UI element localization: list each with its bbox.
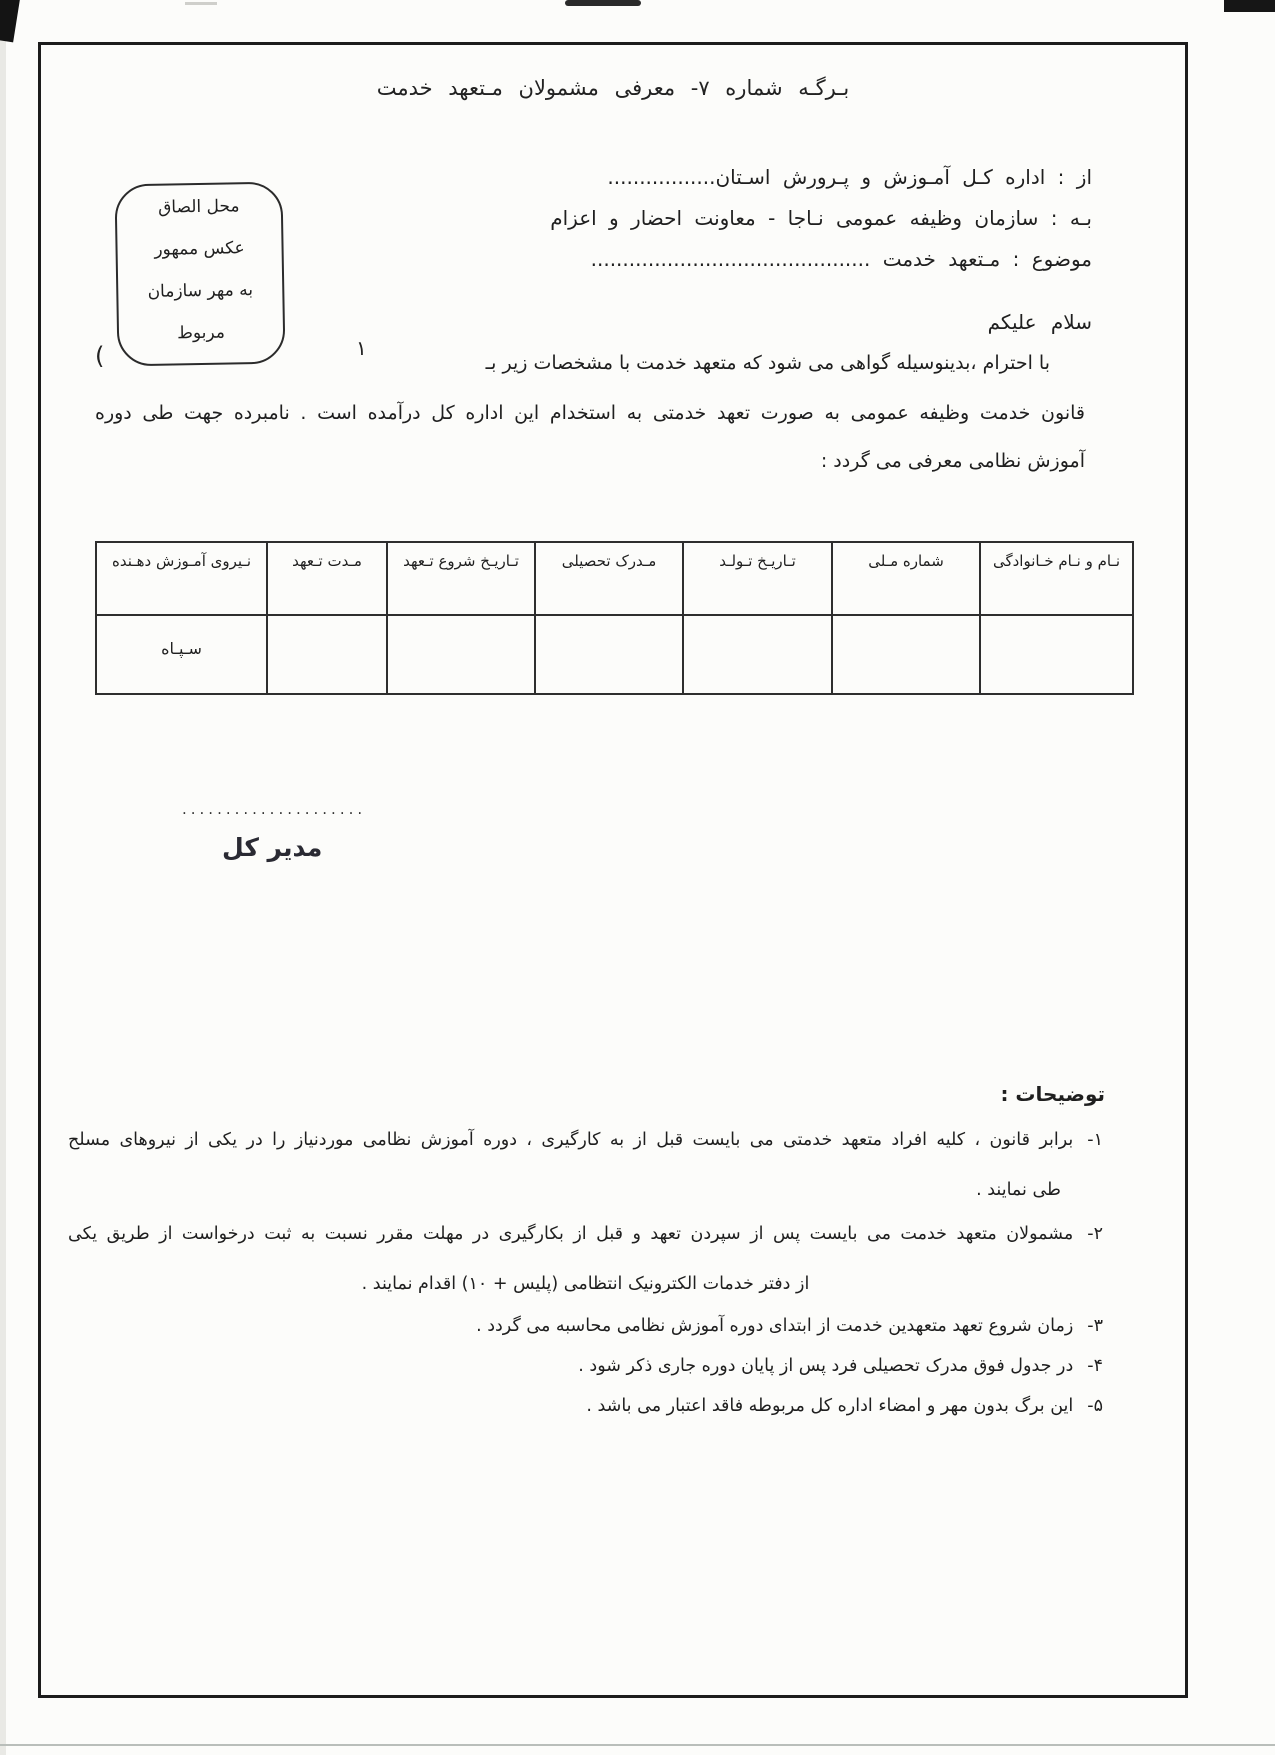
cell-commitment-duration — [267, 615, 387, 694]
body-line-1: با احترام ،بدینوسیله گواهی می شود که متعهد خدمت با مشخصات زیر بـ — [485, 352, 1050, 374]
signature-title: مدیر کل — [222, 833, 323, 862]
cell-birth-date — [683, 615, 832, 694]
stamp-box-line: عکس ممهور — [154, 238, 245, 260]
note-2-line-2: از دفتر خدمات الکترونیک انتظامی (پلیس + ۱۰) اقدام نمایند . — [361, 1274, 810, 1294]
obscured-paren-fragment: ( — [95, 342, 105, 370]
body-line-3: آموزش نظامی معرفی می گردد : — [820, 450, 1085, 472]
note-1-number: ۱- — [1087, 1130, 1103, 1150]
scan-bottom-line — [0, 1744, 1275, 1746]
scan-edge-shadow — [0, 0, 6, 1755]
header-commitment-start: تـاریـخ شروع تـعهد — [387, 542, 535, 615]
cell-training-force: سـپـاه — [96, 615, 267, 694]
scan-speck — [185, 2, 217, 5]
note-1-text: برابر قانون ، کلیه افراد متعهد خدمتی می بایست قبل از به کارگیری ، دوره آموزش نظامی موردنیاز را در یکی از نیروهای مسلح — [68, 1130, 1074, 1150]
scan-corner-mark-right — [1224, 0, 1275, 12]
note-3-text: زمان شروع تعهد متعهدین خدمت از ابتدای دوره آموزش نظامی محاسبه می گردد . — [476, 1316, 1074, 1336]
to-line: بـه : سازمان وظیفه عمومی نـاجا - معاونت احضار و اعزام — [550, 206, 1092, 230]
note-5-number: ۵- — [1087, 1396, 1103, 1416]
notes-heading: توضیحات : — [1000, 1082, 1105, 1106]
note-4-line-1 — [68, 1352, 1103, 1380]
body-line-2: قانون خدمت وظیفه عمومی به صورت تعهد خدمتی به استخدام این اداره کل درآمده است . نامبرده جهت طی دوره — [95, 402, 1085, 424]
stamp-box-line: به مهر سازمان — [147, 280, 254, 302]
note-2-text: مشمولان متعهد خدمت می بایست پس از سپردن تعهد و قبل از بکارگیری در مهلت مقرر نسبت به ثبت درخواست از طریق یکی — [68, 1224, 1074, 1244]
header-degree: مـدرک تحصیلی — [535, 542, 683, 615]
header-full-name: نـام و نـام خـانوادگی — [980, 542, 1133, 615]
from-line: از : اداره کـل آمـوزش و پـرورش اسـتان................. — [607, 165, 1092, 189]
conscript-details-table — [95, 541, 1134, 695]
header-training-force: نـیروی آمـوزش دهـنده — [96, 542, 267, 615]
table-row — [96, 615, 1133, 694]
subject-line: موضوع : مـتعهد خدمت ............................................ — [590, 247, 1092, 271]
greeting-line: سلام علیکم — [987, 310, 1092, 334]
stamp-box-line: مربوط — [176, 322, 226, 344]
signature-dotted-line: ..................... — [182, 800, 367, 818]
table-header-row — [96, 542, 1133, 615]
note-5-line-1 — [68, 1392, 1103, 1420]
scan-top-smudge — [565, 0, 641, 6]
header-commitment-duration: مـدت تـعهد — [267, 542, 387, 615]
note-5-text: این برگ بدون مهر و امضاء اداره کل مربوطه فاقد اعتبار می باشد . — [586, 1396, 1074, 1416]
cell-full-name — [980, 615, 1133, 694]
note-3-number: ۳- — [1087, 1316, 1103, 1336]
stamp-box-line: محل الصاق — [157, 196, 240, 218]
note-2-number: ۲- — [1087, 1224, 1103, 1244]
scan-corner-mark — [0, 0, 21, 42]
note-4-text: در جدول فوق مدرک تحصیلی فرد پس از پایان دوره جاری ذکر شود . — [578, 1356, 1074, 1376]
cell-commitment-start — [387, 615, 535, 694]
cell-national-id — [832, 615, 980, 694]
note-2-line-1 — [68, 1220, 1103, 1248]
photo-stamp-box — [114, 182, 285, 367]
header-national-id: شماره مـلی — [832, 542, 980, 615]
header-birth-date: تـاریـخ تـولـد — [683, 542, 832, 615]
note-3-line-1 — [68, 1312, 1103, 1340]
obscured-digit-fragment: ۱ — [356, 336, 367, 360]
note-1-line-2: طی نمایند . — [976, 1180, 1061, 1200]
note-4-number: ۴- — [1087, 1356, 1103, 1376]
note-1-line-1 — [68, 1126, 1103, 1154]
cell-degree — [535, 615, 683, 694]
form-title: بـرگـه شماره ۷- معرفی مشمولان مـتعهد خدمت — [376, 76, 850, 100]
